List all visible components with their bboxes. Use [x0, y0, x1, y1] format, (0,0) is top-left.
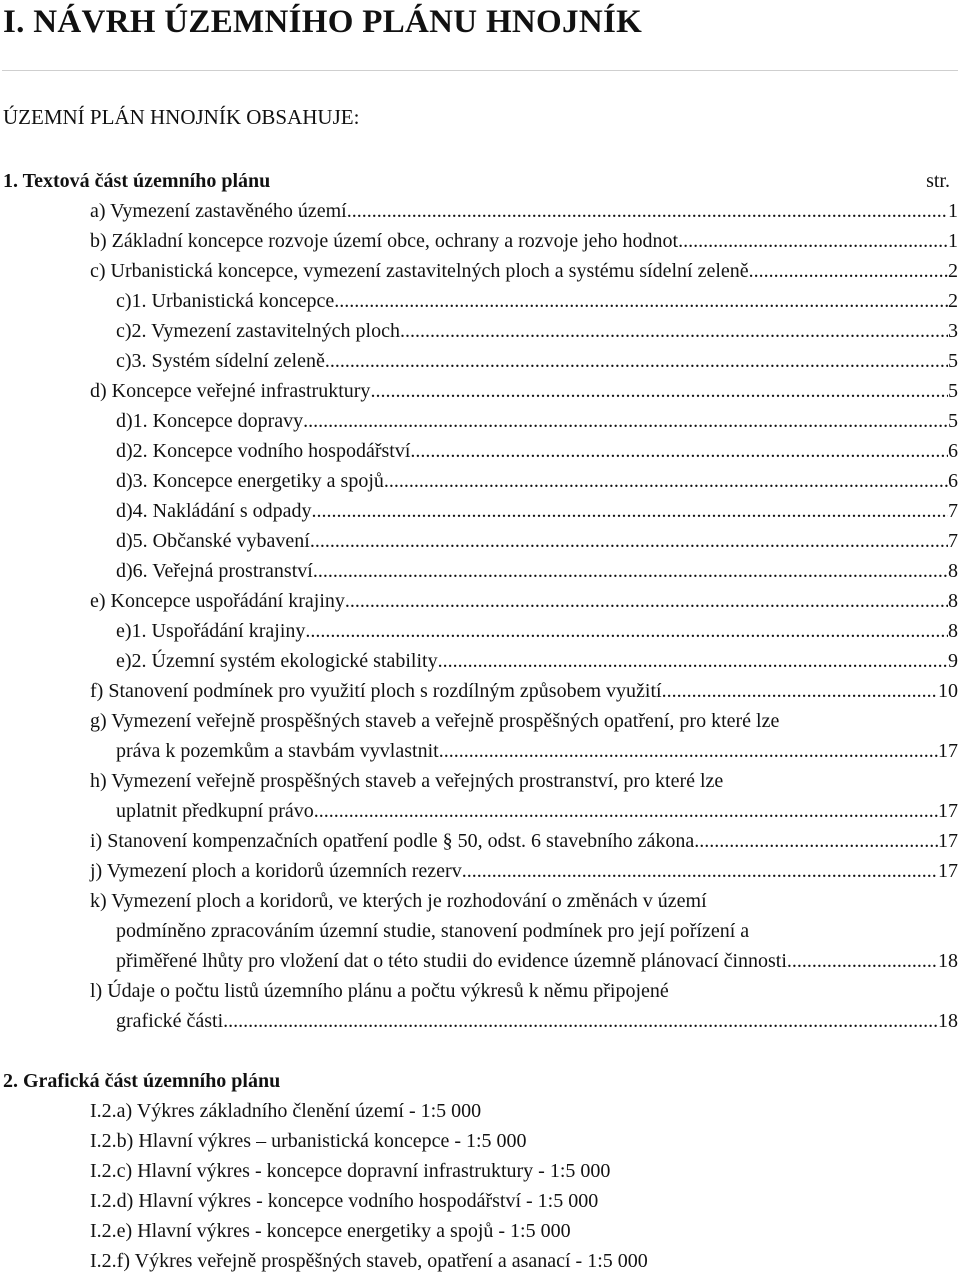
- toc-entry-text: e) Koncepce uspořádání krajiny: [90, 590, 345, 612]
- toc-entry-text: c)3. Systém sídelní zeleně: [116, 350, 325, 372]
- toc-entry-page: 1: [948, 230, 958, 252]
- toc-entry-text: d) Koncepce veřejné infrastruktury: [90, 380, 371, 402]
- toc-entry-page: 5: [948, 350, 958, 372]
- dot-leader: [312, 497, 948, 525]
- toc-entry[interactable]: [90, 827, 958, 855]
- toc-entry[interactable]: [90, 857, 958, 885]
- toc-entry-text[interactable]: k) Vymezení ploch a koridorů, ve kterých je rozhodování o změnách v území: [90, 890, 707, 912]
- toc-entry-page: 1: [948, 200, 958, 222]
- toc-entry[interactable]: [116, 467, 958, 495]
- toc-entry-text[interactable]: g) Vymezení veřejně prospěšných staveb a veřejně prospěšných opatření, pro které lze: [90, 710, 780, 732]
- graphical-part-heading: 2. Grafická část územního plánu: [3, 1070, 281, 1092]
- dot-leader: [462, 857, 938, 885]
- dot-leader: [787, 947, 938, 975]
- toc-entry-page: 9: [948, 650, 958, 672]
- toc-entry-page: 7: [948, 500, 958, 522]
- dot-leader: [678, 227, 948, 255]
- dot-leader: [313, 557, 948, 585]
- toc-entry-page: 17: [938, 800, 958, 822]
- toc-entry-text: e)1. Uspořádání krajiny: [116, 620, 306, 642]
- toc-entry[interactable]: [90, 677, 958, 705]
- toc-entry[interactable]: [116, 557, 958, 585]
- toc-entry[interactable]: [116, 737, 958, 765]
- dot-leader: [334, 287, 948, 315]
- toc-entry-text: c) Urbanistická koncepce, vymezení zastavitelných ploch a systému sídelní zeleně: [90, 260, 749, 282]
- dot-leader: [438, 647, 948, 675]
- toc-entry-text: j) Vymezení ploch a koridorů územních rezerv: [90, 860, 462, 882]
- toc-entry-page: 2: [948, 260, 958, 282]
- toc-entry-text: d)4. Nakládání s odpady: [116, 500, 312, 522]
- toc-entry-text: d)1. Koncepce dopravy: [116, 410, 304, 432]
- dot-leader: [223, 1007, 938, 1035]
- toc-entry-text-continued: grafické části: [116, 1010, 224, 1032]
- toc-entry-page: 17: [938, 860, 958, 882]
- dot-leader: [305, 617, 948, 645]
- toc-entry[interactable]: [90, 587, 958, 615]
- drawing-item[interactable]: I.2.e) Hlavní výkres - koncepce energetiky a spojů - 1:5 000: [90, 1220, 571, 1242]
- toc-entry-text: f) Stanovení podmínek pro využití ploch s rozdílným způsobem využití: [90, 680, 662, 702]
- toc-entry-text: d)6. Veřejná prostranství: [116, 560, 313, 582]
- page-title: I. NÁVRH ÚZEMNÍHO PLÁNU HNOJNÍK: [3, 4, 643, 40]
- toc-entry-text: c)2. Vymezení zastavitelných ploch: [116, 320, 400, 342]
- toc-entry-page: 3: [948, 320, 958, 342]
- dot-leader: [310, 527, 948, 555]
- toc-entry[interactable]: [90, 377, 958, 405]
- drawing-item[interactable]: I.2.f) Výkres veřejně prospěšných staveb, opatření a asanací - 1:5 000: [90, 1250, 648, 1272]
- toc-entry[interactable]: [116, 347, 958, 375]
- toc-entry-page: 2: [948, 290, 958, 312]
- toc-entry-text: c)1. Urbanistická koncepce: [116, 290, 335, 312]
- dot-leader: [325, 347, 948, 375]
- toc-entry-page: 10: [938, 680, 958, 702]
- toc-entry[interactable]: [116, 437, 958, 465]
- toc-entry[interactable]: [90, 257, 958, 285]
- toc-entry-text[interactable]: h) Vymezení veřejně prospěšných staveb a veřejných prostranství, pro které lze: [90, 770, 724, 792]
- toc-entry-page: 8: [948, 560, 958, 582]
- toc-entry[interactable]: [90, 227, 958, 255]
- toc-entry-page: 6: [948, 470, 958, 492]
- dot-leader: [400, 317, 948, 345]
- toc-entry[interactable]: [116, 797, 958, 825]
- toc-entry-page: 7: [948, 530, 958, 552]
- toc-entry[interactable]: [116, 287, 958, 315]
- dot-leader: [694, 827, 938, 855]
- toc-entry[interactable]: [116, 617, 958, 645]
- toc-entry-page: 17: [938, 830, 958, 852]
- toc-entry-text: b) Základní koncepce rozvoje území obce, ochrany a rozvoje jeho hodnot: [90, 230, 679, 252]
- toc-entry[interactable]: [116, 947, 958, 975]
- dot-leader: [439, 737, 938, 765]
- toc-entry-text-continued: podmíněno zpracováním územní studie, stanovení podmínek pro její pořízení a: [116, 920, 750, 942]
- toc-entry-text: d)5. Občanské vybavení: [116, 530, 310, 552]
- toc-entry-text: a) Vymezení zastavěného území: [90, 200, 347, 222]
- dot-leader: [303, 407, 948, 435]
- toc-entry-page: 18: [938, 950, 958, 972]
- dot-leader: [749, 257, 948, 285]
- drawing-item[interactable]: I.2.a) Výkres základního členění území - 1:5 000: [90, 1100, 482, 1122]
- toc-entry[interactable]: [116, 407, 958, 435]
- toc-entry-page: 8: [948, 620, 958, 642]
- toc-entry-text-continued: přiměřené lhůty pro vložení dat o této studii do evidence územně plánovací činnosti: [116, 950, 787, 972]
- dot-leader: [410, 437, 948, 465]
- toc-entry[interactable]: [90, 197, 958, 225]
- toc-entry-text-continued: práva k pozemkům a stavbám vyvlastnit: [116, 740, 439, 762]
- toc-entry-page: 17: [938, 740, 958, 762]
- toc-entry-page: 5: [948, 380, 958, 402]
- toc-entry-page: 5: [948, 410, 958, 432]
- toc-entry-text: e)2. Územní systém ekologické stability: [116, 650, 438, 672]
- toc-entry[interactable]: [116, 1007, 958, 1035]
- toc-entry-page: 8: [948, 590, 958, 612]
- page-column-label: str.: [926, 170, 950, 192]
- toc-entry[interactable]: [116, 647, 958, 675]
- dot-leader: [370, 377, 948, 405]
- toc-entry-text[interactable]: l) Údaje o počtu listů územního plánu a počtu výkresů k němu připojené: [90, 980, 669, 1002]
- textual-part-heading: 1. Textová část územního plánu: [3, 170, 271, 192]
- toc-entry-text-continued: uplatnit předkupní právo: [116, 800, 314, 822]
- toc-entry-text: d)2. Koncepce vodního hospodářství: [116, 440, 411, 462]
- dot-leader: [314, 797, 938, 825]
- toc-entry-text: d)3. Koncepce energetiky a spojů: [116, 470, 384, 492]
- dot-leader: [347, 197, 948, 225]
- toc-entry-page: 18: [938, 1010, 958, 1032]
- contents-subtitle: ÚZEMNÍ PLÁN HNOJNÍK OBSAHUJE:: [3, 105, 360, 129]
- toc-entry[interactable]: [116, 317, 958, 345]
- drawing-item[interactable]: I.2.d) Hlavní výkres - koncepce vodního hospodářství - 1:5 000: [90, 1190, 599, 1212]
- drawing-item[interactable]: I.2.b) Hlavní výkres – urbanistická koncepce - 1:5 000: [90, 1130, 527, 1152]
- toc-entry-text: i) Stanovení kompenzačních opatření podle § 50, odst. 6 stavebního zákona: [90, 830, 695, 852]
- dot-leader: [662, 677, 938, 705]
- toc-entry[interactable]: [116, 497, 958, 525]
- toc-entry[interactable]: [116, 527, 958, 555]
- dot-leader: [345, 587, 948, 615]
- toc-entry-page: 6: [948, 440, 958, 462]
- drawing-item[interactable]: I.2.c) Hlavní výkres - koncepce dopravní infrastruktury - 1:5 000: [90, 1160, 611, 1182]
- dot-leader: [384, 467, 948, 495]
- title-divider: [2, 70, 958, 71]
